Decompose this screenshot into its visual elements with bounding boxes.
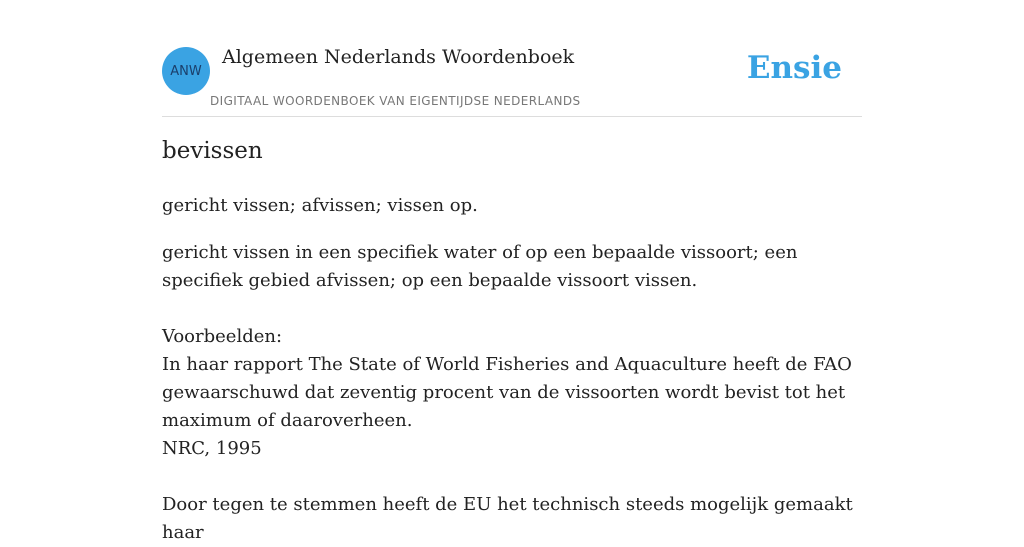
page-container (162, 0, 862, 543)
logo-text: ANW (170, 63, 202, 79)
examples-label: Voorbeelden: (162, 326, 283, 347)
site-subtitle: DIGITAAL WOORDENBOEK VAN EIGENTIJDSE NEDERLANDS (210, 94, 581, 108)
spacer (162, 463, 862, 491)
spacer (162, 295, 862, 323)
site-title[interactable]: Algemeen Nederlands Woordenboek (222, 46, 575, 68)
anw-logo[interactable] (162, 47, 210, 95)
entry-title: bevissen (162, 138, 263, 164)
ensie-brand-link[interactable]: Ensie (746, 50, 842, 86)
example-text: Door tegen te stemmen heeft de EU het technisch steeds mogelijk gemaakt haar (162, 494, 853, 543)
site-header (162, 0, 862, 117)
example-source: NRC, 1995 (162, 438, 262, 459)
entry-body (162, 239, 862, 547)
short-definition: gericht vissen; afvissen; vissen op. (162, 195, 478, 216)
example-text: In haar rapport The State of World Fisheries and Aquaculture heeft de FAO gewaarschuwd dat zeventig procent van de vissoorten wordt bevist tot het maximum of daaroverheen. (162, 354, 852, 431)
definition: gericht vissen in een specifiek water of op een bepaalde vissoort; een specifiek gebied afvissen; op een bepaalde vissoort vissen. (162, 242, 798, 291)
